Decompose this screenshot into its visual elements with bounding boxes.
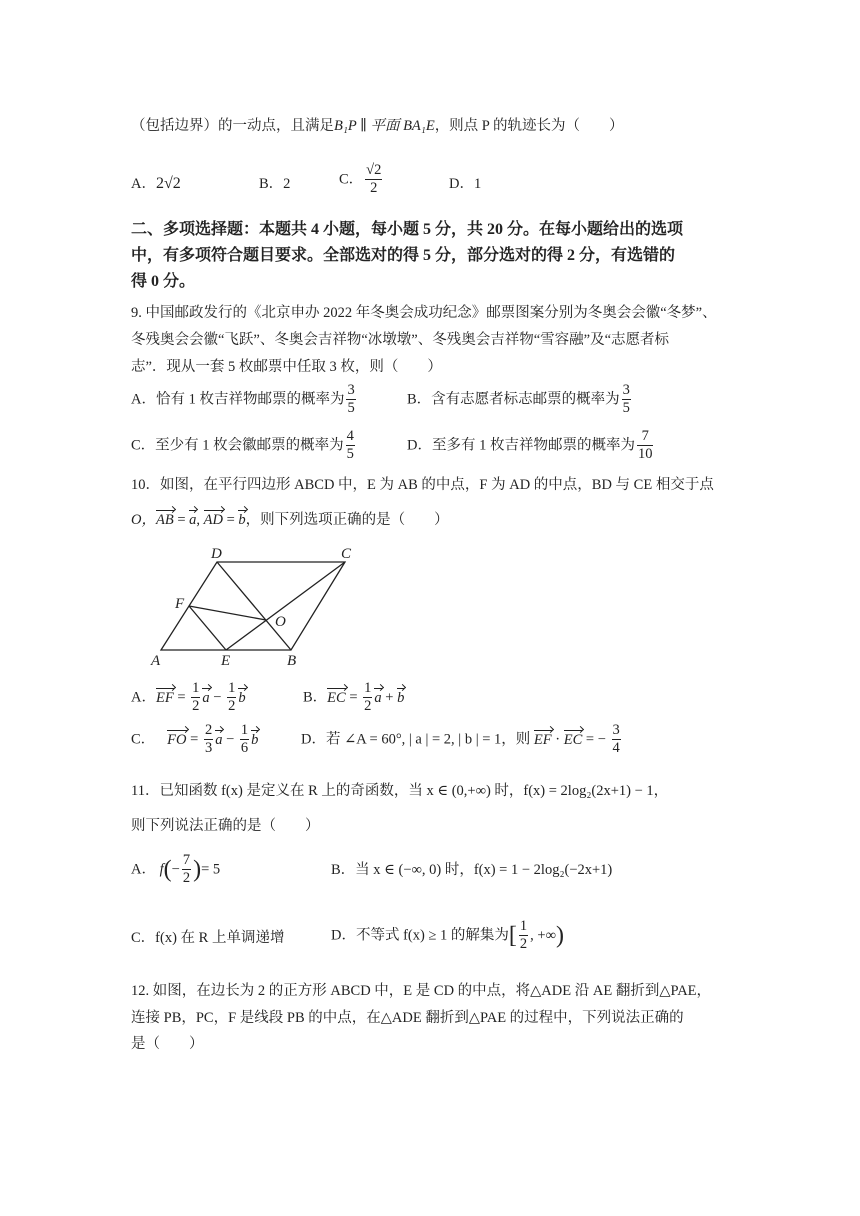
q9-option-b-text: B．含有志愿者标志邮票的概率为 xyxy=(407,391,620,408)
q10-a-vec-EF: EF xyxy=(155,689,174,706)
q10-b-vec-a: a xyxy=(374,689,382,706)
q10-c-frac2: $\frac{1}{6}$ xyxy=(240,722,249,756)
q8-option-c[interactable] xyxy=(339,162,384,197)
q10-line2-prefix: O， xyxy=(131,512,156,528)
q10-option-d-text: D．若 ∠A = 60°, | a | = 2, | b | = 1，则 xyxy=(301,731,531,748)
q10-b-vec-b: b xyxy=(397,689,405,706)
q9-line1: 9. 中国邮政发行的《北京申办 2022 年冬奥会成功纪念》邮票图案分别为冬奥会会徽“冬梦”、 xyxy=(131,305,717,321)
q10-d-den: 4 xyxy=(612,740,620,756)
q11-option-a-fraction xyxy=(182,852,191,887)
q11-line1: 11．已知函数 f(x) 是定义在 R 上的奇函数，当 x ∈ (0,+∞) 时，f(x) = 2log₂(2x+1) − 1， xyxy=(131,783,669,799)
q9-option-c-fraction xyxy=(346,428,355,463)
q10-line2-suffix: ，则下列选项正确的是（ ） xyxy=(245,512,449,528)
segment-FO xyxy=(189,606,266,620)
q9-line3: 志”．现从一套 5 枚邮票中任取 3 枚，则（ ） xyxy=(131,359,442,375)
q12-line2: 连接 PB，PC，F 是线段 PB 的中点，在△ADE 翻折到△PAE 的过程中，下列说法正确的 xyxy=(131,1010,684,1026)
q8-option-a-label: A． xyxy=(131,176,156,192)
q8-option-b[interactable]: B．2 xyxy=(259,176,291,192)
q9-option-d-text: D．至多有 1 枚吉祥物邮票的概率为 xyxy=(407,437,635,454)
q10-line1: 10．如图，在平行四边形 ABCD 中，E 为 AB 的中点，F 为 AD 的中点，BD 与 CE 相交于点 xyxy=(131,477,714,493)
q10-d-vec-EC: EC xyxy=(563,731,583,748)
q9-option-d-fraction xyxy=(637,428,654,463)
q10-vec-AD: AD xyxy=(203,512,223,528)
q8-option-a[interactable] xyxy=(131,174,181,194)
q10-d-vec-EF: EF xyxy=(533,731,552,748)
q10-option-b[interactable]: B．EC = $\frac{1}{2}$ a + b xyxy=(303,680,405,714)
q8-stem-suffix: ，则点 P 的轨迹长为（ ） xyxy=(434,118,624,134)
q10-line2: O，AB = a, AD = b，则下列选项正确的是（ ） xyxy=(131,512,449,528)
q8-condition: B₁P ∥ 平面 BA₁E xyxy=(334,118,435,134)
q9-option-d-den: 10 xyxy=(637,446,653,462)
q10-c-frac1: $\frac{2}{3}$ xyxy=(204,722,213,756)
q9-option-b-num: 3 xyxy=(622,382,630,398)
q11-option-a[interactable]: A． f(− $\frac{7}{2}$ )= 5 xyxy=(131,852,221,886)
parallelogram-figure xyxy=(145,540,370,670)
label-A: A xyxy=(151,653,161,669)
q11-option-b[interactable]: B．当 x ∈ (−∞, 0) 时，f(x) = 1 − 2log₂(−2x+1) xyxy=(331,862,613,878)
q11-option-d-tail: , +∞ xyxy=(530,927,556,944)
q10-option-b-label: B． xyxy=(303,689,328,706)
q9-option-b[interactable] xyxy=(407,382,633,417)
q8-option-c-fraction xyxy=(365,162,382,197)
q10-b-frac: $\frac{1}{2}$ xyxy=(364,680,372,714)
label-O: O xyxy=(275,614,286,630)
q10-d-fraction xyxy=(612,722,621,757)
q10-a-frac2: $\frac{1}{2}$ xyxy=(228,680,236,714)
q11-line2: 则下列说法正确的是（ ） xyxy=(131,818,320,834)
q11-option-d-num: 1 xyxy=(519,918,528,934)
label-C: C xyxy=(341,546,352,562)
segment-FE xyxy=(189,606,226,650)
label-D: D xyxy=(211,546,222,562)
q9-option-c[interactable] xyxy=(131,428,357,463)
q10-c-vec-a: a xyxy=(215,731,223,748)
q10-b-vec-EC: EC xyxy=(327,689,346,706)
q9-option-d-num: 7 xyxy=(637,428,654,446)
q10-d-num: 3 xyxy=(612,722,620,738)
q10-option-c[interactable]: C． FO = $\frac{2}{3}$ a − $\frac{1}{6}$ b xyxy=(131,722,259,756)
q9-option-a-text: A．恰有 1 枚吉祥物邮票的概率为 xyxy=(131,391,345,408)
q11-option-a-label: A． xyxy=(131,861,156,878)
q10-option-a-label: A． xyxy=(131,689,156,706)
q9-option-c-num: 4 xyxy=(346,428,354,444)
segment-CE xyxy=(226,562,345,650)
q11-option-d-text: D．不等式 f(x) ≥ 1 的解集为 xyxy=(331,927,509,944)
q8-stem-prefix: （包括边界）的一动点，且满足 xyxy=(131,118,334,134)
q12-line1: 12. 如图，在边长为 2 的正方形 ABCD 中，E 是 CD 的中点，将△ADE 沿 AE 翻折到△PAE， xyxy=(131,983,712,999)
q10-c-vec-b: b xyxy=(251,731,259,748)
q10-option-d[interactable]: D．若 ∠A = 60°, | a | = 2, | b | = 1，则 EF · EC = − $\frac{3}{4}$ xyxy=(301,722,620,756)
q8-option-a-value: 2√2 xyxy=(155,175,181,192)
q10-a-frac1: $\frac{1}{2}$ xyxy=(192,680,200,714)
q10-vec-a: a xyxy=(189,512,197,528)
q11-option-a-den: 2 xyxy=(182,870,191,886)
q11-option-d-den: 2 xyxy=(519,936,528,952)
section2-line2: 中，有多项符合题目要求。全部选对的得 5 分，部分选对的得 2 分，有选错的 xyxy=(131,247,676,264)
q8-option-c-label: C． xyxy=(339,171,364,188)
q11-option-d-fraction xyxy=(519,918,528,953)
q10-c-vec-FO: FO xyxy=(167,731,187,748)
q12-line3: 是（ ） xyxy=(131,1036,204,1052)
q9-option-c-den: 5 xyxy=(346,446,354,462)
q9-option-d[interactable] xyxy=(407,428,655,463)
q10-a-vec-b: b xyxy=(238,689,246,706)
section2-line1: 二、多项选择题：本题共 4 小题，每小题 5 分，共 20 分。在每小题给出的选项 xyxy=(131,221,684,238)
q11-option-a-num: 7 xyxy=(182,852,191,868)
q8-stem xyxy=(131,116,623,136)
q9-option-a-den: 5 xyxy=(347,400,355,416)
label-F: F xyxy=(175,596,185,612)
q8-option-d[interactable]: D．1 xyxy=(449,176,482,192)
q11-option-c[interactable]: C．f(x) 在 R 上单调递增 xyxy=(131,930,285,946)
q9-option-b-fraction xyxy=(622,382,631,417)
q10-a-vec-a: a xyxy=(202,689,210,706)
q10-vec-AB: AB xyxy=(155,512,174,528)
q10-option-a[interactable]: A．EF = $\frac{1}{2}$ a − $\frac{1}{2}$ b xyxy=(131,680,246,714)
q9-option-a-num: 3 xyxy=(347,382,355,398)
q8-option-c-den: 2 xyxy=(370,180,378,196)
q10-option-c-label: C． xyxy=(131,731,156,748)
section2-line3: 得 0 分。 xyxy=(131,273,196,290)
q9-option-c-text: C．至少有 1 枚会徽邮票的概率为 xyxy=(131,437,344,454)
parallelogram-outline xyxy=(161,562,345,650)
q8-option-c-num: √2 xyxy=(366,162,382,178)
q11-option-a-rhs: = 5 xyxy=(201,861,221,878)
q9-line2: 冬残奥会会徽“飞跃”、冬奥会吉祥物“冰墩墩”、冬残奥会吉祥物“雪容融”及“志愿者标 xyxy=(131,332,670,348)
segment-BD xyxy=(217,562,291,650)
label-B: B xyxy=(287,653,297,669)
label-E: E xyxy=(221,653,231,669)
q11-option-d[interactable]: D．不等式 f(x) ≥ 1 的解集为[ $\frac{1}{2}$ , +∞) xyxy=(331,918,564,952)
q9-option-b-den: 5 xyxy=(622,400,630,416)
q9-option-a-fraction xyxy=(346,382,355,417)
q9-option-a[interactable] xyxy=(131,382,358,417)
q10-vec-b: b xyxy=(238,512,246,528)
